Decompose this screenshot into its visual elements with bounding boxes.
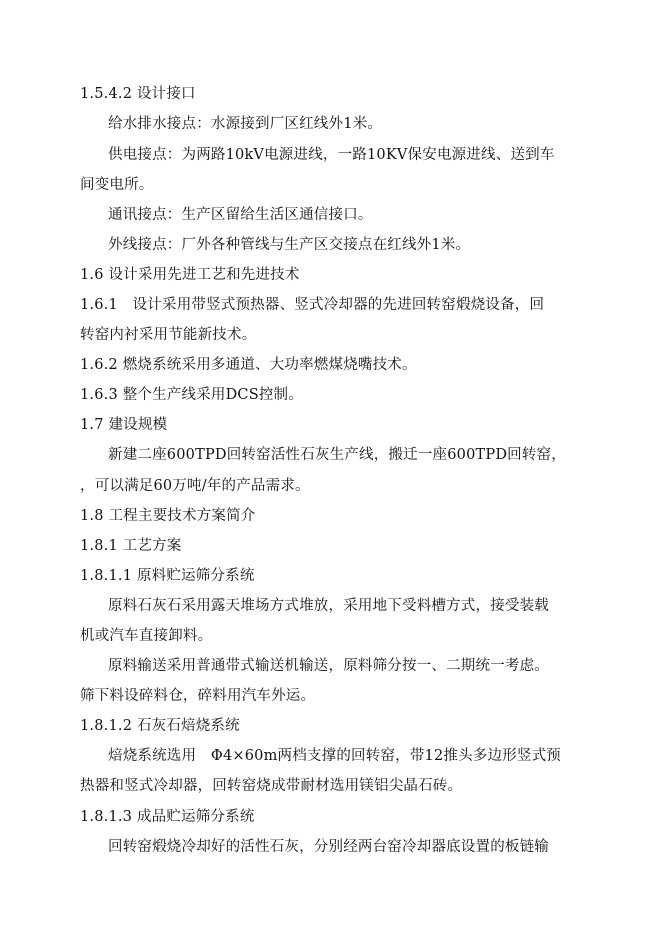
paragraph-conveying-line2: 筛下料设碎料仓，碎料用汽车外运。 [80, 688, 316, 704]
paragraph-scale-line2: ，可以满足60万吨/年的产品需求。 [80, 478, 310, 494]
heading-1-6: 1.6 设计采用先进工艺和先进技术 [80, 267, 300, 283]
paragraph-raw-material-line1: 原料石灰石采用露天堆场方式堆放，采用地下受料槽方式，接受装载 [108, 598, 549, 614]
heading-1-5-4-2: 1.5.4.2 设计接口 [80, 86, 196, 102]
heading-1-8-1-2: 1.8.1.2 石灰石焙烧系统 [80, 718, 240, 734]
paragraph-1-6-1-line2: 转窑内衬采用节能新技术。 [80, 327, 257, 343]
heading-1-8: 1.8 工程主要技术方案简介 [80, 508, 256, 524]
paragraph-1-6-3: 1.6.3 整个生产线采用DCS控制。 [80, 387, 303, 403]
paragraph-raw-material-line2: 机或汽车直接卸料。 [80, 628, 213, 644]
paragraph-scale-line1: 新建二座600TPD回转窑活性石灰生产线，搬迁一座600TPD回转窑， [108, 447, 566, 463]
heading-1-8-1: 1.8.1 工艺方案 [80, 538, 182, 554]
paragraph-1-6-1-line1: 1.6.1 设计采用带竖式预热器、竖式冷却器的先进回转窑煅烧设备，回 [80, 297, 545, 313]
paragraph-external-interface: 外线接点：厂外各种管线与生产区交接点在红线外1米。 [108, 237, 471, 253]
paragraph-water-interface: 给水排水接点：水源接到厂区红线外1米。 [108, 116, 383, 132]
paragraph-roasting-line2: 热器和竖式冷却器，回转窑烧成带耐材选用镁铝尖晶石砖。 [80, 778, 463, 794]
paragraph-1-6-2: 1.6.2 燃烧系统采用多通道、大功率燃煤烧嘴技术。 [80, 357, 417, 373]
paragraph-power-interface-line1: 供电接点：为两路10kV电源进线，一路10KV保安电源进线、送到车 [108, 147, 555, 163]
heading-1-7: 1.7 建设规模 [80, 417, 168, 433]
paragraph-comm-interface: 通讯接点：生产区留给生活区通信接口。 [108, 207, 373, 223]
paragraph-product-line1: 回转窑煅烧冷却好的活性石灰，分别经两台窑冷却器底设置的板链输 [108, 839, 549, 855]
paragraph-power-interface-line2: 间变电所。 [80, 177, 154, 193]
heading-1-8-1-3: 1.8.1.3 成品贮运筛分系统 [80, 809, 255, 825]
paragraph-roasting-line1: 焙烧系统选用 Φ4×60m两档支撑的回转窑，带12推头多边形竖式预 [108, 748, 562, 764]
heading-1-8-1-1: 1.8.1.1 原料贮运筛分系统 [80, 568, 255, 584]
paragraph-conveying-line1: 原料输送采用普通带式输送机输送，原料筛分按一、二期统一考虑。 [108, 658, 549, 674]
